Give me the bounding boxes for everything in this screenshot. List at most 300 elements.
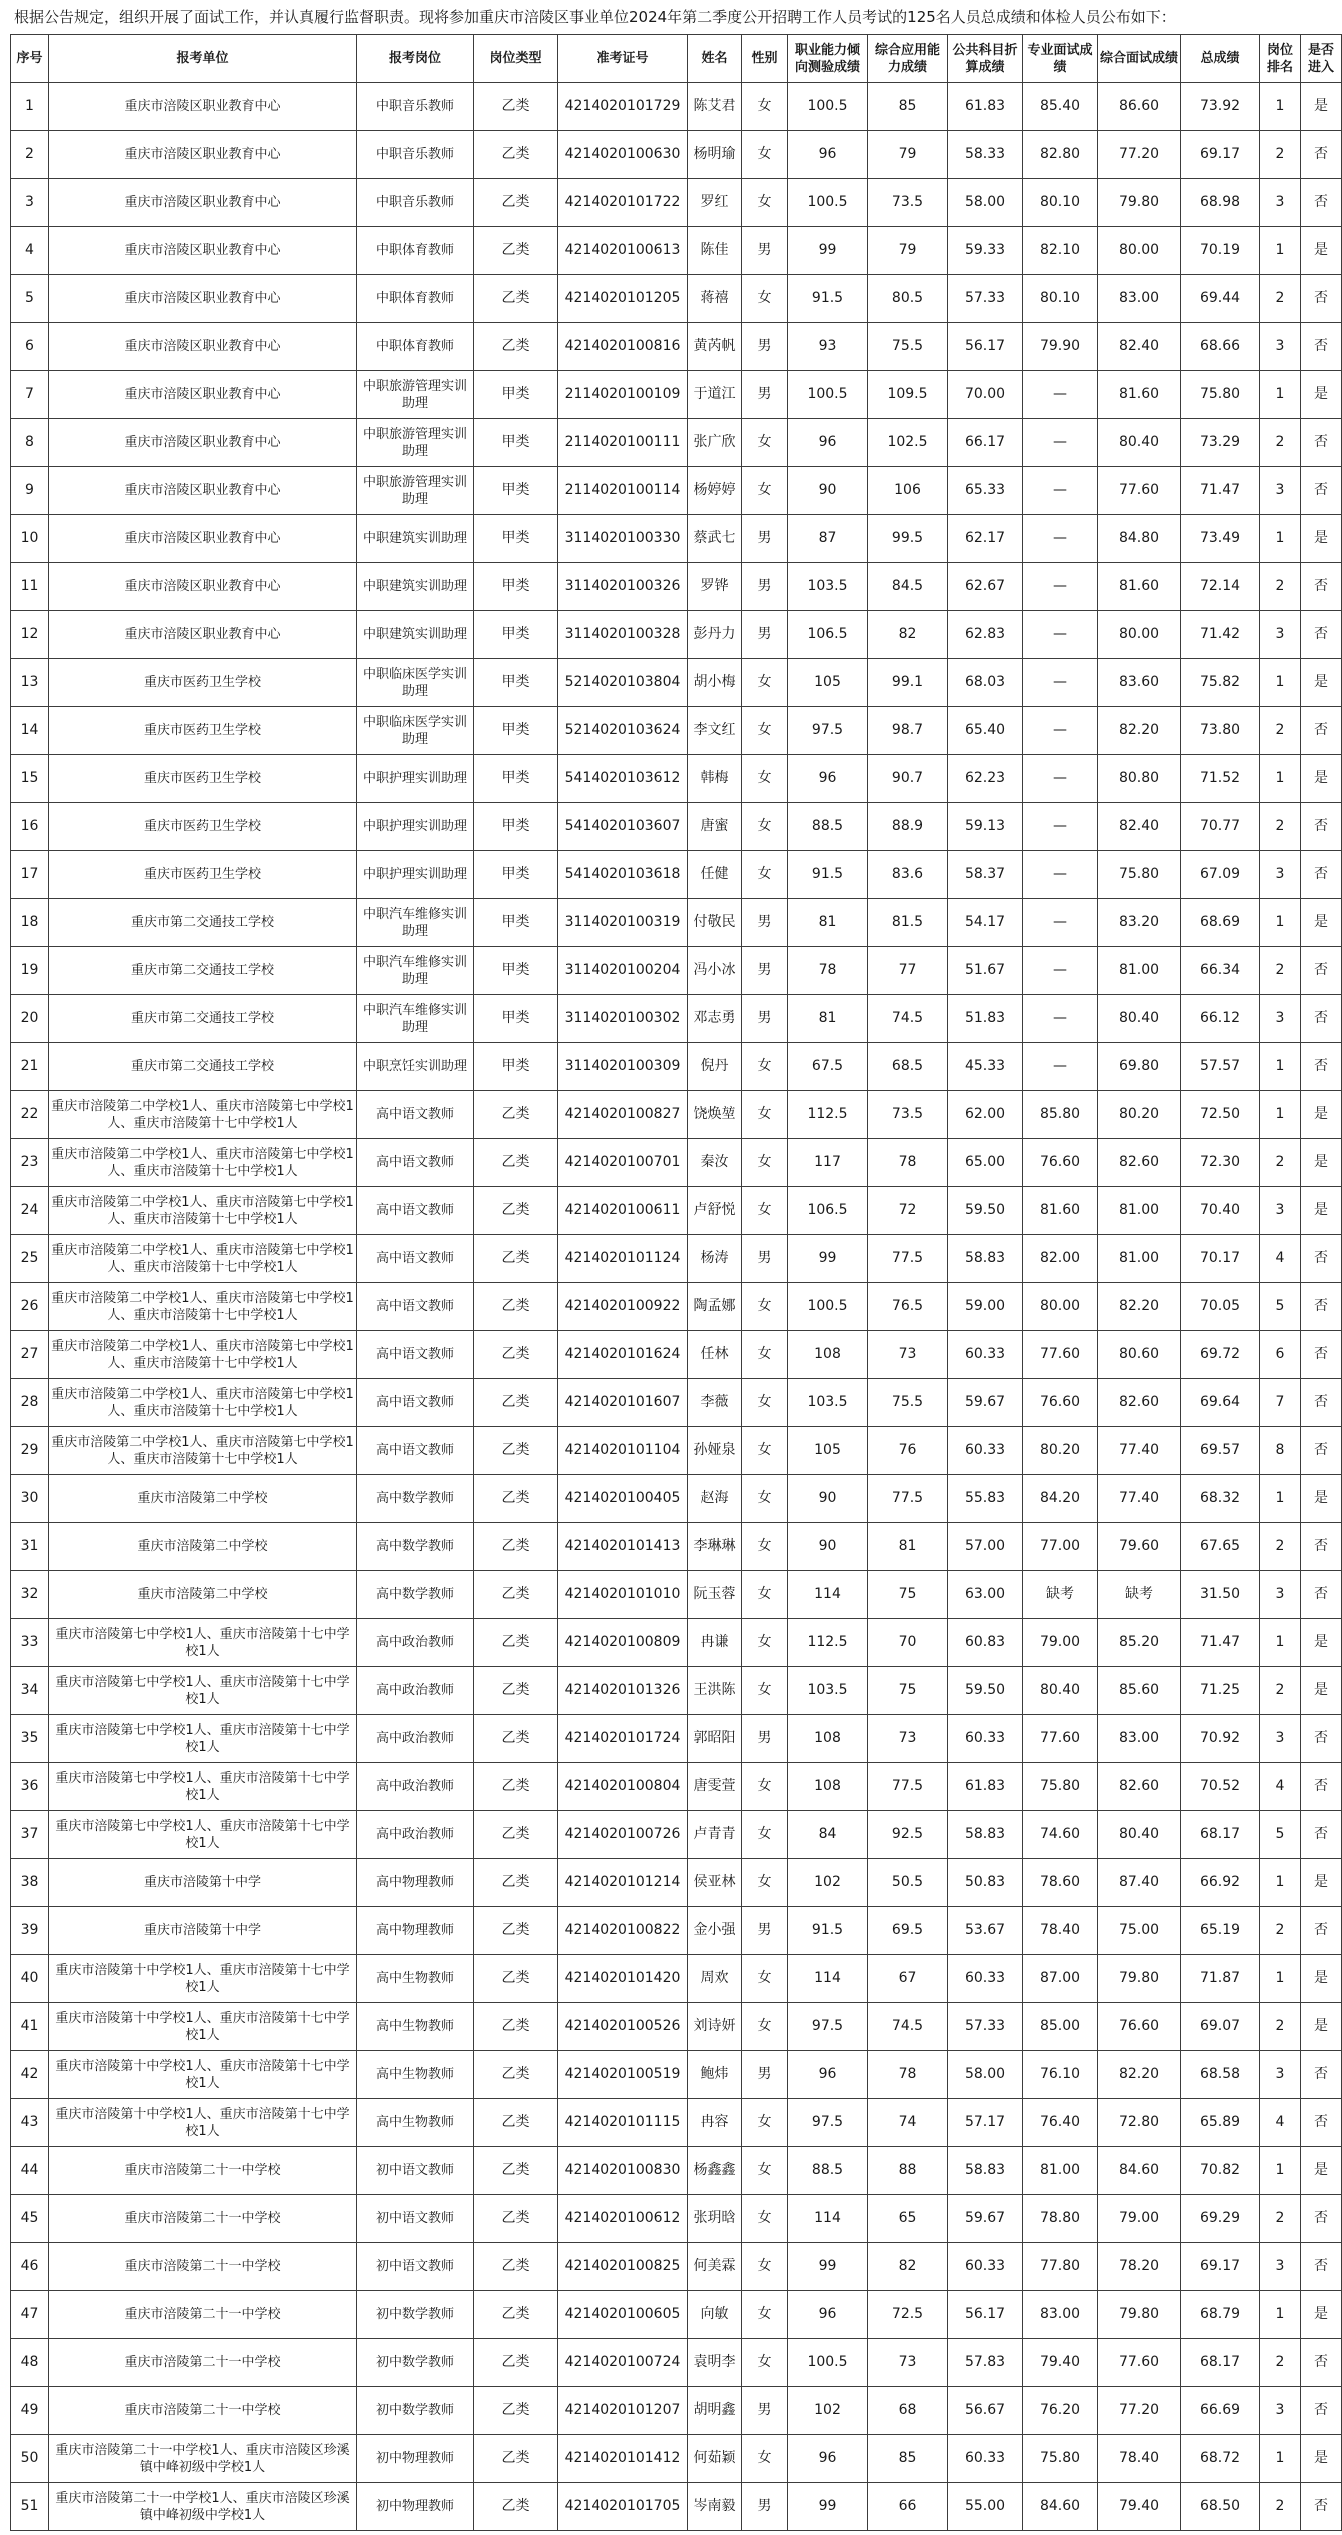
cell-post-type: 乙类 (474, 2003, 558, 2051)
cell-name: 于道江 (688, 371, 742, 419)
cell-aptitude-score: 90 (788, 1523, 868, 1571)
cell-written-converted: 50.83 (948, 1859, 1023, 1907)
cell-post-type: 甲类 (474, 467, 558, 515)
cell-aptitude-score: 81 (788, 899, 868, 947)
cell-professional-interview: 78.80 (1023, 2195, 1098, 2243)
cell-exam-number: 4214020100822 (558, 1907, 688, 1955)
cell-application-score: 73 (868, 1715, 948, 1763)
cell-gender: 男 (742, 2483, 788, 2531)
cell-application-score: 79 (868, 131, 948, 179)
table-row (11, 1667, 1342, 1715)
cell-post: 高中语文教师 (357, 1235, 474, 1283)
cell-post-type: 乙类 (474, 1427, 558, 1475)
cell-general-interview: 84.60 (1098, 2147, 1181, 2195)
cell-gender: 女 (742, 1475, 788, 1523)
cell-post-type: 乙类 (474, 1763, 558, 1811)
cell-application-score: 88.9 (868, 803, 948, 851)
cell-post: 中职临床医学实训助理 (357, 707, 474, 755)
cell-exam-number: 4214020100519 (558, 2051, 688, 2099)
cell-aptitude-score: 114 (788, 1955, 868, 2003)
cell-gender: 女 (742, 1763, 788, 1811)
cell-total-score: 68.66 (1181, 323, 1260, 371)
cell-total-score: 69.17 (1181, 131, 1260, 179)
cell-gender: 男 (742, 611, 788, 659)
cell-rank: 1 (1260, 1043, 1301, 1091)
cell-aptitude-score: 91.5 (788, 275, 868, 323)
cell-general-interview: 80.40 (1098, 1811, 1181, 1859)
table-row (11, 995, 1342, 1043)
cell-aptitude-score: 90 (788, 467, 868, 515)
cell-total-score: 70.82 (1181, 2147, 1260, 2195)
cell-no: 6 (11, 323, 49, 371)
cell-professional-interview: 85.40 (1023, 83, 1098, 131)
cell-total-score: 71.25 (1181, 1667, 1260, 1715)
cell-gender: 女 (742, 755, 788, 803)
cell-name: 黄芮帆 (688, 323, 742, 371)
cell-professional-interview: — (1023, 515, 1098, 563)
cell-total-score: 73.29 (1181, 419, 1260, 467)
cell-general-interview: 77.60 (1098, 467, 1181, 515)
cell-name: 秦汝 (688, 1139, 742, 1187)
cell-aptitude-score: 88.5 (788, 803, 868, 851)
cell-name: 杨明瑜 (688, 131, 742, 179)
cell-professional-interview: 74.60 (1023, 1811, 1098, 1859)
cell-no: 51 (11, 2483, 49, 2531)
cell-aptitude-score: 105 (788, 1427, 868, 1475)
cell-aptitude-score: 105 (788, 659, 868, 707)
cell-professional-interview: 76.20 (1023, 2387, 1098, 2435)
cell-general-interview: 87.40 (1098, 1859, 1181, 1907)
cell-gender: 男 (742, 899, 788, 947)
cell-name: 饶焕堃 (688, 1091, 742, 1139)
cell-professional-interview: — (1023, 563, 1098, 611)
cell-total-score: 73.49 (1181, 515, 1260, 563)
cell-gender: 女 (742, 275, 788, 323)
cell-no: 3 (11, 179, 49, 227)
cell-post: 中职体育教师 (357, 275, 474, 323)
cell-application-score: 74.5 (868, 995, 948, 1043)
cell-no: 19 (11, 947, 49, 995)
cell-total-score: 68.17 (1181, 2339, 1260, 2387)
cell-name: 任林 (688, 1331, 742, 1379)
cell-name: 侯亚林 (688, 1859, 742, 1907)
cell-exam-number: 4214020101413 (558, 1523, 688, 1571)
cell-written-converted: 60.83 (948, 1619, 1023, 1667)
cell-aptitude-score: 102 (788, 2387, 868, 2435)
cell-no: 2 (11, 131, 49, 179)
cell-exam-number: 5414020103612 (558, 755, 688, 803)
cell-general-interview: 80.40 (1098, 419, 1181, 467)
cell-no: 44 (11, 2147, 49, 2195)
cell-general-interview: 82.60 (1098, 1763, 1181, 1811)
cell-aptitude-score: 100.5 (788, 179, 868, 227)
cell-aptitude-score: 99 (788, 2243, 868, 2291)
table-row (11, 1571, 1342, 1619)
cell-written-converted: 60.33 (948, 1331, 1023, 1379)
cell-aptitude-score: 81 (788, 995, 868, 1043)
cell-unit: 重庆市涪陵第七中学校1人、重庆市涪陵第十七中学校1人 (49, 1715, 357, 1763)
cell-professional-interview: 82.10 (1023, 227, 1098, 275)
cell-name: 李琳琳 (688, 1523, 742, 1571)
cell-total-score: 73.80 (1181, 707, 1260, 755)
cell-professional-interview: — (1023, 947, 1098, 995)
cell-no: 28 (11, 1379, 49, 1427)
cell-unit: 重庆市第二交通技工学校 (49, 899, 357, 947)
cell-post-type: 乙类 (474, 1571, 558, 1619)
cell-general-interview: 82.60 (1098, 1379, 1181, 1427)
cell-gender: 女 (742, 2435, 788, 2483)
cell-exam-number: 5414020103607 (558, 803, 688, 851)
cell-aptitude-score: 112.5 (788, 1091, 868, 1139)
table-row (11, 755, 1342, 803)
cell-professional-interview: 78.40 (1023, 1907, 1098, 1955)
cell-unit: 重庆市第二交通技工学校 (49, 1043, 357, 1091)
cell-written-converted: 58.83 (948, 2147, 1023, 2195)
cell-application-score: 75 (868, 1571, 948, 1619)
cell-aptitude-score: 99 (788, 1235, 868, 1283)
cell-post-type: 甲类 (474, 611, 558, 659)
cell-professional-interview: — (1023, 899, 1098, 947)
cell-application-score: 92.5 (868, 1811, 948, 1859)
cell-professional-interview: 缺考 (1023, 1571, 1098, 1619)
cell-unit: 重庆市涪陵第十中学校1人、重庆市涪陵第十七中学校1人 (49, 2099, 357, 2147)
cell-total-score: 66.12 (1181, 995, 1260, 1043)
cell-post-type: 乙类 (474, 1091, 558, 1139)
cell-unit: 重庆市第二交通技工学校 (49, 995, 357, 1043)
table-row (11, 2387, 1342, 2435)
cell-rank: 1 (1260, 755, 1301, 803)
cell-written-converted: 56.17 (948, 2291, 1023, 2339)
cell-total-score: 70.05 (1181, 1283, 1260, 1331)
table-row (11, 515, 1342, 563)
cell-professional-interview: 77.60 (1023, 1715, 1098, 1763)
cell-no: 33 (11, 1619, 49, 1667)
cell-application-score: 75 (868, 1667, 948, 1715)
cell-general-interview: 79.80 (1098, 2291, 1181, 2339)
cell-application-score: 72.5 (868, 2291, 948, 2339)
cell-rank: 2 (1260, 707, 1301, 755)
cell-professional-interview: 80.00 (1023, 1283, 1098, 1331)
cell-professional-interview: 75.80 (1023, 1763, 1098, 1811)
cell-written-converted: 58.37 (948, 851, 1023, 899)
cell-professional-interview: — (1023, 1043, 1098, 1091)
cell-professional-interview: — (1023, 659, 1098, 707)
cell-rank: 2 (1260, 2195, 1301, 2243)
cell-gender: 女 (742, 707, 788, 755)
cell-post-type: 甲类 (474, 995, 558, 1043)
cell-no: 27 (11, 1331, 49, 1379)
cell-name: 倪丹 (688, 1043, 742, 1091)
cell-total-score: 70.52 (1181, 1763, 1260, 1811)
cell-written-converted: 68.03 (948, 659, 1023, 707)
cell-professional-interview: 79.40 (1023, 2339, 1098, 2387)
cell-professional-interview: 81.00 (1023, 2147, 1098, 2195)
cell-written-converted: 59.50 (948, 1667, 1023, 1715)
cell-rank: 3 (1260, 851, 1301, 899)
cell-post-type: 乙类 (474, 1811, 558, 1859)
cell-gender: 女 (742, 1955, 788, 2003)
cell-post-type: 乙类 (474, 1667, 558, 1715)
cell-application-score: 81 (868, 1523, 948, 1571)
cell-post: 初中数学教师 (357, 2387, 474, 2435)
cell-exam-number: 4214020100612 (558, 2195, 688, 2243)
cell-unit: 重庆市涪陵第二十一中学校 (49, 2291, 357, 2339)
cell-post: 高中语文教师 (357, 1283, 474, 1331)
cell-written-converted: 58.00 (948, 179, 1023, 227)
cell-admitted: 是 (1301, 659, 1342, 707)
cell-post-type: 乙类 (474, 2435, 558, 2483)
cell-admitted: 否 (1301, 707, 1342, 755)
cell-written-converted: 57.83 (948, 2339, 1023, 2387)
cell-admitted: 否 (1301, 131, 1342, 179)
table-row (11, 899, 1342, 947)
cell-admitted: 否 (1301, 947, 1342, 995)
cell-no: 40 (11, 1955, 49, 2003)
cell-no: 8 (11, 419, 49, 467)
cell-professional-interview: 75.80 (1023, 2435, 1098, 2483)
cell-written-converted: 57.00 (948, 1523, 1023, 1571)
cell-unit: 重庆市涪陵第二十一中学校1人、重庆市涪陵区珍溪镇中峰初级中学校1人 (49, 2435, 357, 2483)
cell-aptitude-score: 67.5 (788, 1043, 868, 1091)
cell-exam-number: 4214020101214 (558, 1859, 688, 1907)
cell-post-type: 乙类 (474, 131, 558, 179)
table-row (11, 1619, 1342, 1667)
cell-aptitude-score: 96 (788, 131, 868, 179)
cell-unit: 重庆市涪陵区职业教育中心 (49, 131, 357, 179)
cell-aptitude-score: 108 (788, 1331, 868, 1379)
cell-unit: 重庆市涪陵区职业教育中心 (49, 227, 357, 275)
cell-post: 中职旅游管理实训助理 (357, 467, 474, 515)
cell-name: 赵海 (688, 1475, 742, 1523)
cell-unit: 重庆市涪陵第二十一中学校 (49, 2387, 357, 2435)
cell-exam-number: 4214020100825 (558, 2243, 688, 2291)
cell-application-score: 82 (868, 611, 948, 659)
cell-rank: 5 (1260, 1283, 1301, 1331)
cell-application-score: 73.5 (868, 1091, 948, 1139)
table-row (11, 1427, 1342, 1475)
cell-post: 高中政治教师 (357, 1811, 474, 1859)
cell-name: 蔡武七 (688, 515, 742, 563)
cell-name: 付敬民 (688, 899, 742, 947)
cell-post: 中职旅游管理实训助理 (357, 371, 474, 419)
cell-exam-number: 4214020101729 (558, 83, 688, 131)
cell-gender: 女 (742, 83, 788, 131)
cell-admitted: 是 (1301, 83, 1342, 131)
cell-aptitude-score: 97.5 (788, 707, 868, 755)
cell-admitted: 否 (1301, 1811, 1342, 1859)
cell-exam-number: 3114020100328 (558, 611, 688, 659)
cell-post-type: 乙类 (474, 1619, 558, 1667)
cell-general-interview: 82.20 (1098, 1283, 1181, 1331)
cell-unit: 重庆市涪陵第二十一中学校 (49, 2195, 357, 2243)
cell-admitted: 否 (1301, 1283, 1342, 1331)
cell-total-score: 69.64 (1181, 1379, 1260, 1427)
cell-no: 7 (11, 371, 49, 419)
cell-total-score: 71.52 (1181, 755, 1260, 803)
cell-unit: 重庆市涪陵区职业教育中心 (49, 419, 357, 467)
cell-application-score: 77.5 (868, 1763, 948, 1811)
cell-written-converted: 60.33 (948, 2435, 1023, 2483)
cell-no: 17 (11, 851, 49, 899)
cell-application-score: 82 (868, 2243, 948, 2291)
cell-rank: 1 (1260, 899, 1301, 947)
cell-no: 45 (11, 2195, 49, 2243)
cell-application-score: 67 (868, 1955, 948, 2003)
cell-admitted: 是 (1301, 2147, 1342, 2195)
table-row (11, 1763, 1342, 1811)
table-row (11, 1859, 1342, 1907)
cell-no: 1 (11, 83, 49, 131)
cell-post: 高中语文教师 (357, 1379, 474, 1427)
cell-admitted: 否 (1301, 1715, 1342, 1763)
cell-post-type: 乙类 (474, 2243, 558, 2291)
cell-written-converted: 65.40 (948, 707, 1023, 755)
cell-total-score: 69.07 (1181, 2003, 1260, 2051)
table-row (11, 611, 1342, 659)
cell-application-score: 75.5 (868, 1379, 948, 1427)
cell-rank: 2 (1260, 1667, 1301, 1715)
cell-rank: 2 (1260, 803, 1301, 851)
cell-post-type: 甲类 (474, 371, 558, 419)
table-row (11, 1091, 1342, 1139)
cell-general-interview: 82.60 (1098, 1139, 1181, 1187)
table-row (11, 419, 1342, 467)
cell-gender: 女 (742, 2243, 788, 2291)
cell-written-converted: 51.67 (948, 947, 1023, 995)
cell-written-converted: 59.13 (948, 803, 1023, 851)
cell-name: 王洪陈 (688, 1667, 742, 1715)
cell-rank: 3 (1260, 2051, 1301, 2099)
cell-post: 高中语文教师 (357, 1091, 474, 1139)
cell-name: 邓志勇 (688, 995, 742, 1043)
cell-written-converted: 54.17 (948, 899, 1023, 947)
cell-admitted: 否 (1301, 419, 1342, 467)
cell-application-score: 73 (868, 2339, 948, 2387)
table-row (11, 131, 1342, 179)
cell-post-type: 乙类 (474, 1331, 558, 1379)
cell-post: 中职建筑实训助理 (357, 515, 474, 563)
cell-post: 高中生物教师 (357, 1955, 474, 2003)
cell-name: 胡小梅 (688, 659, 742, 707)
cell-unit: 重庆市涪陵第七中学校1人、重庆市涪陵第十七中学校1人 (49, 1667, 357, 1715)
table-row (11, 1283, 1342, 1331)
cell-exam-number: 4214020100804 (558, 1763, 688, 1811)
cell-rank: 3 (1260, 1571, 1301, 1619)
cell-general-interview: 77.40 (1098, 1475, 1181, 1523)
cell-post: 初中数学教师 (357, 2339, 474, 2387)
cell-unit: 重庆市涪陵区职业教育中心 (49, 275, 357, 323)
cell-rank: 3 (1260, 1187, 1301, 1235)
header-exam-number: 准考证号 (558, 35, 688, 83)
cell-admitted: 否 (1301, 2387, 1342, 2435)
header-application-score: 综合应用能力成绩 (868, 35, 948, 83)
cell-name: 胡明鑫 (688, 2387, 742, 2435)
cell-general-interview: 79.60 (1098, 1523, 1181, 1571)
cell-admitted: 否 (1301, 563, 1342, 611)
table-header-row (11, 35, 1342, 83)
table-row (11, 1139, 1342, 1187)
cell-name: 冉容 (688, 2099, 742, 2147)
cell-application-score: 85 (868, 83, 948, 131)
cell-no: 38 (11, 1859, 49, 1907)
cell-gender: 女 (742, 1427, 788, 1475)
cell-post-type: 乙类 (474, 227, 558, 275)
cell-rank: 2 (1260, 2483, 1301, 2531)
cell-post: 中职体育教师 (357, 227, 474, 275)
table-row (11, 1043, 1342, 1091)
cell-no: 29 (11, 1427, 49, 1475)
table-row (11, 2291, 1342, 2339)
cell-written-converted: 62.83 (948, 611, 1023, 659)
cell-application-score: 77.5 (868, 1475, 948, 1523)
cell-written-converted: 62.67 (948, 563, 1023, 611)
cell-rank: 2 (1260, 419, 1301, 467)
cell-no: 14 (11, 707, 49, 755)
cell-general-interview: 77.20 (1098, 131, 1181, 179)
cell-total-score: 65.19 (1181, 1907, 1260, 1955)
header-gender: 性别 (742, 35, 788, 83)
cell-professional-interview: 84.60 (1023, 2483, 1098, 2531)
cell-written-converted: 51.83 (948, 995, 1023, 1043)
cell-post: 初中物理教师 (357, 2435, 474, 2483)
cell-total-score: 71.87 (1181, 1955, 1260, 2003)
cell-unit: 重庆市涪陵第二中学校1人、重庆市涪陵第七中学校1人、重庆市涪陵第十七中学校1人 (49, 1187, 357, 1235)
cell-gender: 男 (742, 1235, 788, 1283)
cell-application-score: 79 (868, 227, 948, 275)
cell-total-score: 68.69 (1181, 899, 1260, 947)
cell-total-score: 72.50 (1181, 1091, 1260, 1139)
cell-general-interview: 69.80 (1098, 1043, 1181, 1091)
cell-exam-number: 4214020100613 (558, 227, 688, 275)
cell-exam-number: 4214020100526 (558, 2003, 688, 2051)
cell-unit: 重庆市涪陵第十中学校1人、重庆市涪陵第十七中学校1人 (49, 2051, 357, 2099)
cell-no: 16 (11, 803, 49, 851)
header-written-converted: 公共科目折算成绩 (948, 35, 1023, 83)
cell-rank: 1 (1260, 1955, 1301, 2003)
cell-rank: 5 (1260, 1811, 1301, 1859)
cell-gender: 女 (742, 2147, 788, 2195)
cell-aptitude-score: 90 (788, 1475, 868, 1523)
cell-exam-number: 4214020100605 (558, 2291, 688, 2339)
cell-gender: 女 (742, 1139, 788, 1187)
cell-post-type: 乙类 (474, 2051, 558, 2099)
cell-total-score: 69.72 (1181, 1331, 1260, 1379)
cell-aptitude-score: 96 (788, 2051, 868, 2099)
cell-name: 卢青青 (688, 1811, 742, 1859)
cell-gender: 女 (742, 1571, 788, 1619)
cell-written-converted: 60.33 (948, 2243, 1023, 2291)
cell-name: 冉谦 (688, 1619, 742, 1667)
cell-professional-interview: 76.60 (1023, 1139, 1098, 1187)
table-row (11, 563, 1342, 611)
cell-exam-number: 4214020101705 (558, 2483, 688, 2531)
cell-admitted: 是 (1301, 371, 1342, 419)
cell-admitted: 否 (1301, 1043, 1342, 1091)
cell-total-score: 70.17 (1181, 1235, 1260, 1283)
cell-post-type: 乙类 (474, 2147, 558, 2195)
cell-rank: 3 (1260, 995, 1301, 1043)
cell-general-interview: 80.40 (1098, 995, 1181, 1043)
cell-name: 陈艾君 (688, 83, 742, 131)
cell-admitted: 是 (1301, 1667, 1342, 1715)
cell-post: 高中语文教师 (357, 1139, 474, 1187)
cell-unit: 重庆市涪陵第七中学校1人、重庆市涪陵第十七中学校1人 (49, 1763, 357, 1811)
cell-gender: 男 (742, 227, 788, 275)
cell-general-interview: 77.40 (1098, 1427, 1181, 1475)
cell-gender: 男 (742, 1715, 788, 1763)
cell-post: 高中数学教师 (357, 1523, 474, 1571)
header-unit: 报考单位 (49, 35, 357, 83)
